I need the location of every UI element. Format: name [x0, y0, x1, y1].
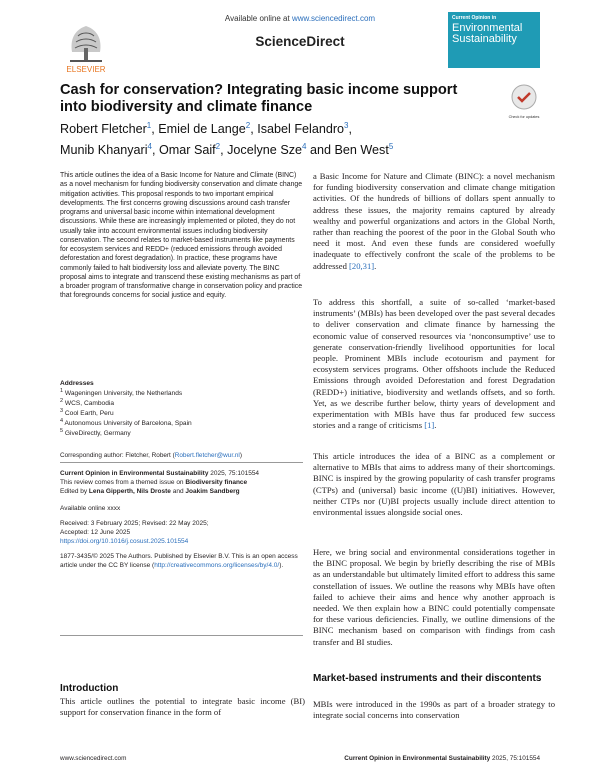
address-item: $^1$ Wageningen University, the Netherlands [60, 387, 183, 398]
address-item: $^2$ WCS, Cambodia [60, 398, 115, 408]
journal-name-line1: Environmental [452, 22, 523, 34]
elsevier-wordmark: ELSEVIER [66, 65, 106, 74]
address-item: $^5$ GiveDirectly, Germany [60, 428, 131, 438]
author: Jocelyne Sze$^4$ [227, 142, 307, 158]
footer-citation [300, 755, 540, 762]
paragraph: Here, we bring social and environmental considerations together in the BINC proposal. We begin by briefly describing the rise of MBIs as an understandable but ultimately limited effort to address this same constellation of issues. We outline the reasons why MBIs have often failed to achieve their aims and hence why another approach is needed. We then explain how a BINC could potentially compensate for these various deficiencies. Finally, we outline dimensions of the BINC mechanism based on comparison with findings from cash transfer and BI studies. [313, 547, 555, 647]
paragraph: To address this shortfall, a suite of so-called ‘market-based instruments’ (MBIs) has been developed over the past several decades to deliver conservation and climate finance by harnessing the economic value of conserved resources via ‘nonconsumptive’ use to generate conservation-friendly livelihood opportunities for local people. Prominent MBIs include ecotourism and payment for ecosystem services programs. Other offshoots include the Reduced Emissions through avoided Deforestation and forest Degradation (REDD+) initiative, biodiversity and wetlands offsets, and so forth. Yet, as we describe further below, thirty years of development and experimentation with MBIs have thus far produced few success stories and a range of criticisms [1]. [313, 297, 555, 431]
platform-name: ScienceDirect [255, 34, 345, 49]
addresses-heading: Addresses [60, 380, 94, 387]
author-list: Robert Fletcher$^1$, Emiel de Lange$^2$, Isabel Felandro$^3$, Munib Khanyari$^4$, Omar Saif$^2$, Jocelyne Sze$^4$ and Ben West$^5$ [60, 121, 394, 158]
affiliation-ref[interactable]: 2 [215, 142, 221, 152]
journal-name-line2: Sustainability [452, 33, 517, 45]
email-link[interactable]: Robert.fletcher@wur.nl [174, 452, 240, 459]
corresponding-label: Corresponding author: Fletcher, Robert ( [60, 452, 175, 459]
paragraph: This article introduces the idea of a BINC as a complement or alternative to MBIs that aims to address many of their shortcomings. BINC is inspired by the growing popularity of cash transfer programs (CTPs) and (universal) basic income ((U)BI) initiatives. However, neither CTPs nor (U)BI projects usually include direct attention to environmental issues alongside social ones. [313, 451, 555, 518]
editors: Lena Gipperth, Nils Droste [88, 488, 171, 495]
corresponding-author: Corresponding author: Fletcher, Robert (Robert.fletcher@wur.nl) [60, 452, 242, 459]
theme-prefix: This review comes from a themed issue on [60, 479, 184, 486]
address-item: $^3$ Cool Earth, Peru [60, 408, 114, 418]
section-heading: Market-based instruments and their discontents [313, 673, 542, 684]
edited-prefix: Edited by [60, 488, 88, 495]
journal-banner[interactable] [448, 12, 540, 68]
affiliation-ref[interactable]: 1 [146, 121, 152, 130]
address-item: $^4$ Autonomous University of Barcelona, Spain [60, 418, 192, 428]
footer-journal: Current Opinion in Environmental Sustainability [344, 755, 491, 762]
introduction-heading: Introduction [60, 683, 119, 694]
article-title: Cash for conservation? Integrating basic income support into biodiversity and climate finance [60, 82, 458, 115]
author: Ben West$^5$ [334, 142, 394, 158]
available-online: Available online xxxx [60, 505, 121, 512]
journal-banner-name [448, 21, 540, 47]
license-link[interactable]: http://creativecommons.org/licenses/by/4.0/ [154, 562, 280, 569]
affiliation-ref[interactable]: 4 [147, 142, 152, 152]
article-info-box: Current Opinion in Environmental Sustainability 2025, 75:101554 This review comes from a themed issue on Biodiversity finance Edited by Lena Gipperth, Nils Droste and Joakim Sandberg Available online xxxx Received: 3 February 2025; Revised: 22 May 2025; Accepted: 12 June 2025 https://doi.org/10.1016/j.cosust.2025.101554 1877-3435/© 2025 The Authors. Published by Elsevier B.V. This is an open access article under the CC BY license (http://creativecommons.org/licenses/by/4.0/). [60, 462, 303, 636]
badge-text: Check for updates [508, 115, 540, 119]
check-for-updates-badge[interactable] [508, 84, 540, 124]
affiliation-ref[interactable]: 3 [344, 121, 349, 130]
citation-details: 2025, 75:101554 [210, 470, 260, 477]
sciencedirect-link[interactable]: www.sciencedirect.com [291, 14, 376, 23]
footer-details: 2025, 75:101554 [492, 755, 540, 762]
paragraph: a Basic Income for Nature and Climate (BINC): a novel mechanism for funding biodiversity conservation and climate change mitigation activities. Of the hundreds of billions of dollars spent annually to address these issues, the majority remains captured by already wealthy and powerful organizations and actors in the Global North, rather than reaching the poorest of the poor in the Global South who need it most. And even these funds are considered woefully inadequate to effectively confront the scale of the problems to be addressed [20,31]. [313, 171, 555, 271]
author: Emiel de Lange$^2$ [158, 121, 251, 137]
author: Omar Saif$^2$ [158, 142, 221, 158]
accepted-date: Accepted: 12 June 2025 [60, 529, 131, 536]
citation-ref[interactable]: [20,31] [349, 260, 375, 271]
license-text: 1877-3435/© 2025 The Authors. Published by Elsevier B.V. This is an open access article under the CC BY license ( [60, 553, 298, 569]
author-and: and [309, 143, 331, 158]
editor-last: Joakim Sandberg [185, 488, 240, 495]
available-prefix: Available online at [224, 14, 290, 23]
citation-ref[interactable]: [1] [424, 420, 435, 431]
affiliation-ref[interactable]: 5 [388, 142, 394, 152]
author: Munib Khanyari$^4$ [60, 142, 152, 158]
author: Robert Fletcher$^1$ [60, 121, 152, 137]
affiliation-ref[interactable]: 2 [245, 121, 251, 130]
paragraph: MBIs were introduced in the 1990s as part of a broader strategy to integrate social concerns into conservation [313, 699, 555, 721]
introduction-text: This article outlines the potential to integrate basic income (BI) support for conservation finance in the form of [60, 696, 305, 718]
footer-url[interactable]: www.sciencedirect.com [60, 755, 127, 762]
addresses [60, 380, 303, 438]
theme-link[interactable]: Biodiversity finance [185, 479, 248, 486]
citation-journal: Current Opinion in Environmental Sustainability [60, 470, 209, 477]
journal-banner-top: Current Opinion in [452, 15, 497, 21]
author: Isabel Felandro$^3$ [257, 121, 349, 137]
doi-link[interactable]: https://doi.org/10.1016/j.cosust.2025.101554 [60, 538, 189, 545]
received-dates: Received: 3 February 2025; Revised: 22 May 2025; [60, 520, 209, 527]
abstract: This article outlines the idea of a Basic Income for Nature and Climate (BINC) as a novel mechanism for funding biodiversity conservation and climate change mitigation activities. This proposal responds to two important empirical developments. The first concerns growing discussions around cash transfer programs and universal basic income within international development discussions. While these are increasingly implemented or piloted, they do not usually take into account environmental issues including biodiversity conservation. The second relates to market-based instruments like payments for ecosystem services and REDD+ (reduced emissions through avoided deforestation and forest degradation). In practice, these programs have commonly failed to halt biodiversity loss and alleviate poverty. The BINC proposal aims to integrate and transcend these existing mechanisms as part of a broader program of transformative change in conservation policy and practice that foregrounds concerns for social justice and equity. [60, 172, 303, 300]
affiliation-ref[interactable]: 4 [302, 142, 307, 152]
